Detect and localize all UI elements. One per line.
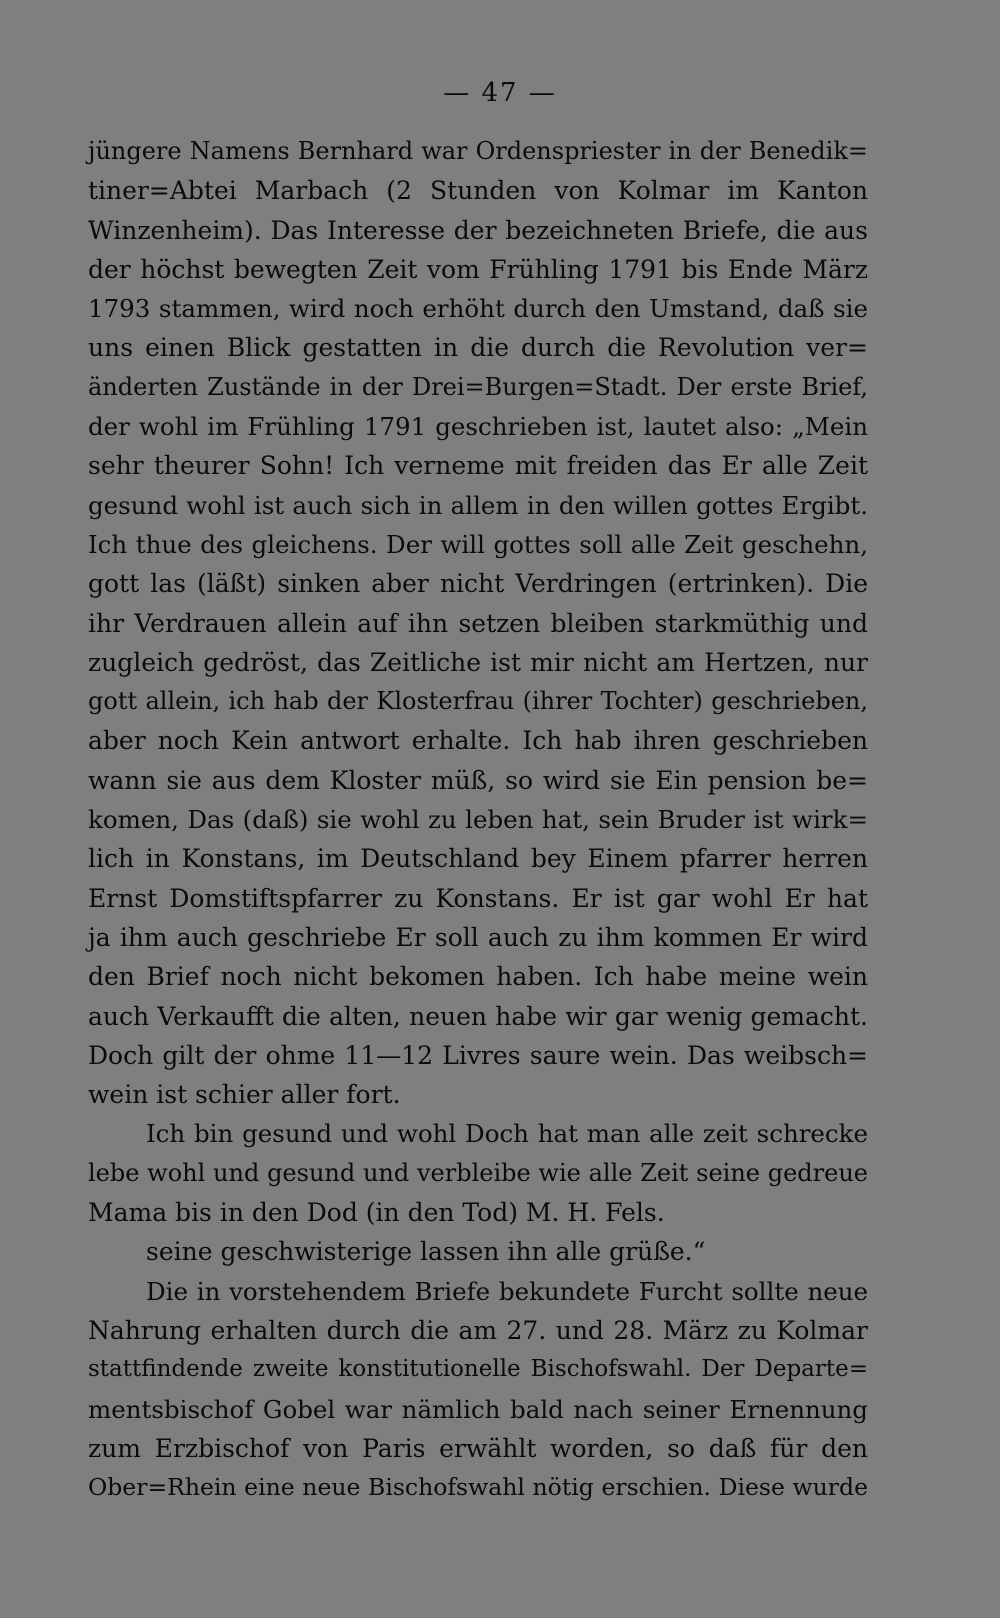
text-line: Ober=Rhein eine neue Bischofswahl nötig erschien. Diese wurde (88, 1473, 868, 1502)
text-line: wein ist schier aller fort. (88, 1080, 401, 1110)
text-line: Doch gilt der ohme 11—12 Livres saure wein. Das weibsch= (88, 1040, 868, 1070)
text-line: tiner=Abtei Marbach (2 Stunden von Kolmar im Kanton (88, 176, 868, 206)
text-line: wann sie aus dem Kloster müß, so wird sie Ein pension be= (88, 765, 868, 795)
text-line: Ich bin gesund und wohl Doch hat man alle zeit schrecke (146, 1119, 868, 1149)
text-line: gesund wohl ist auch sich in allem in den willen gottes Ergibt. (88, 490, 868, 520)
text-line: zugleich gedröst, das Zeitliche ist mir nicht am Hertzen, nur (88, 647, 868, 677)
body-text (88, 132, 868, 1507)
text-line: der höchst bewegten Zeit vom Frühling 1791 bis Ende März (88, 254, 868, 284)
text-line: gott las (läßt) sinken aber nicht Verdringen (ertrinken). Die (88, 569, 868, 599)
text-line: der wohl im Frühling 1791 geschrieben ist, lautet also: „Mein (88, 412, 868, 442)
text-line: mentsbischof Gobel war nämlich bald nach seiner Ernennung (88, 1394, 868, 1424)
text-line: jüngere Namens Bernhard war Ordenspriester in der Benedik= (88, 137, 868, 165)
text-line: uns einen Blick gestatten in die durch die Revolution ver= (88, 333, 868, 363)
text-line: zum Erzbischof von Paris erwählt worden, so daß für den (88, 1433, 868, 1463)
text-line: Winzenheim). Das Interesse der bezeichneten Briefe, die aus (88, 215, 868, 245)
text-line: 1793 stammen, wird noch erhöht durch den Umstand, daß sie (88, 294, 868, 324)
text-line: den Brief noch nicht bekomen haben. Ich habe meine wein (88, 962, 868, 992)
text-line: änderten Zustände in der Drei=Burgen=Stadt. Der erste Brief, (88, 372, 868, 401)
text-line: sehr theurer Sohn! Ich verneme mit freiden das Er alle Zeit (88, 451, 868, 481)
page-number: — 47 — (443, 78, 557, 108)
text-line: aber noch Kein antwort erhalte. Ich hab ihren geschrieben (88, 726, 868, 756)
text-line: auch Verkaufft die alten, neuen habe wir gar wenig gemacht. (88, 1001, 868, 1031)
text-line: gott allein, ich hab der Klosterfrau (ihrer Tochter) geschrieben, (88, 687, 868, 716)
text-line: ja ihm auch geschriebe Er soll auch zu ihm kommen Er wird (88, 922, 868, 952)
text-line: stattfindende zweite konstitutionelle Bischofswahl. Der Departe= (88, 1356, 868, 1383)
text-line: Die in vorstehendem Briefe bekundete Furcht sollte neue (146, 1276, 868, 1306)
text-line: komen, Das (daß) sie wohl zu leben hat, sein Bruder ist wirk= (88, 805, 868, 835)
text-line: lebe wohl und gesund und verbleibe wie alle Zeit seine gedreue (88, 1158, 868, 1187)
text-line: ihr Verdrauen allein auf ihn setzen bleiben starkmüthig und (88, 608, 868, 638)
text-line: Nahrung erhalten durch die am 27. und 28. März zu Kolmar (88, 1315, 868, 1345)
text-line: seine geschwisterige lassen ihn alle grüße.“ (146, 1237, 706, 1267)
text-line: Ich thue des gleichens. Der will gottes soll alle Zeit geschehn, (88, 529, 868, 559)
text-line: lich in Konstans, im Deutschland bey Einem pfarrer herren (88, 844, 868, 874)
text-line: Ernst Domstiftspfarrer zu Konstans. Er ist gar wohl Er hat (88, 883, 868, 913)
text-line: Mama bis in den Dod (in den Tod) M. H. Fels. (88, 1198, 665, 1228)
